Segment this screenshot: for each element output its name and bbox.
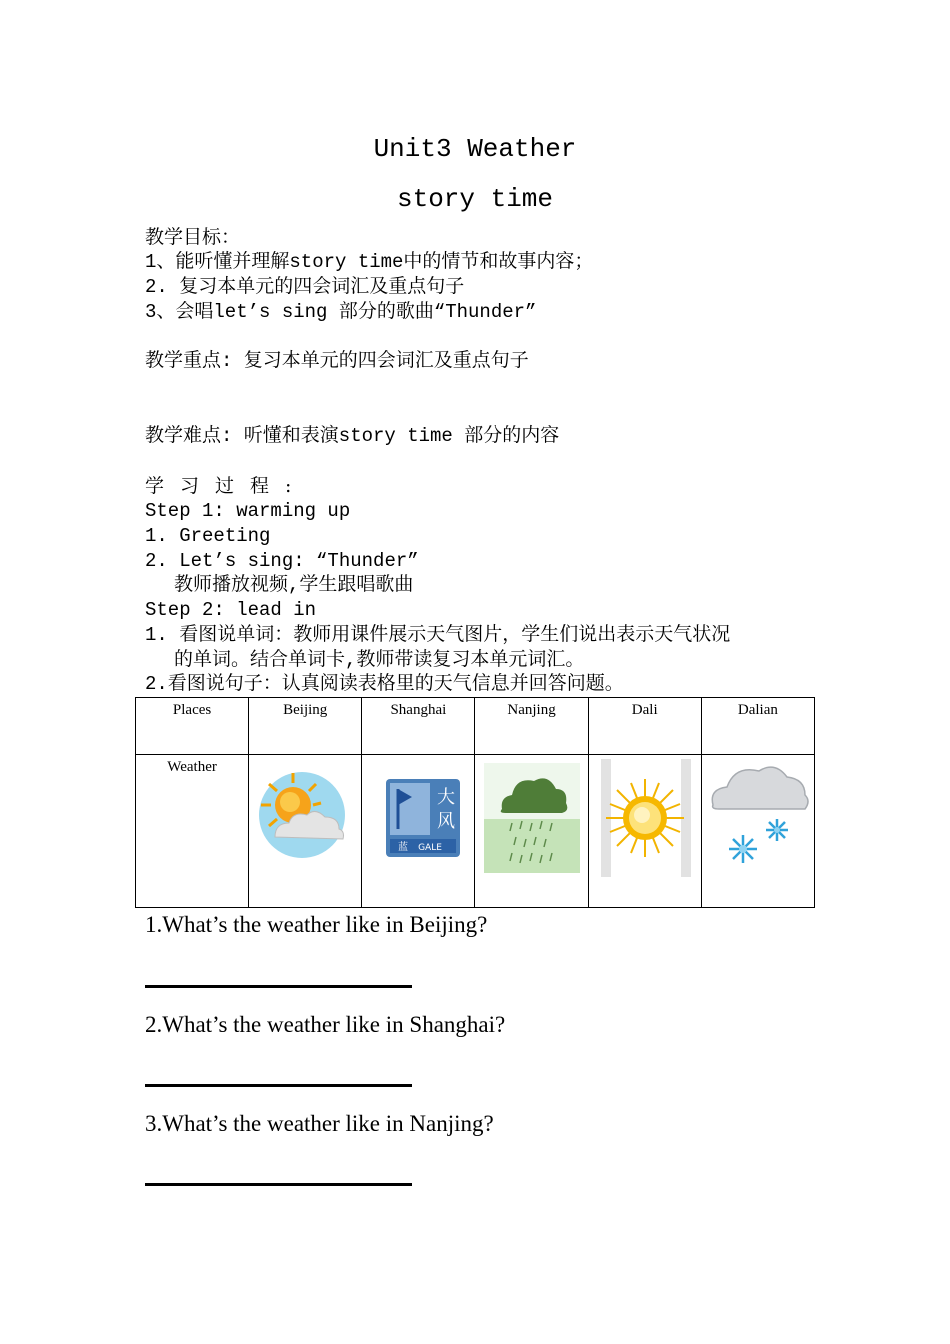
step-heading: Step 2: lead in [145, 599, 317, 621]
process-heading: 学习过程: [145, 475, 308, 497]
gale-wind-text: 风 [437, 811, 456, 832]
table-cell-weather [588, 755, 701, 908]
step-item: 1. Greeting [145, 525, 271, 547]
step-item: 的单词。结合单词卡,教师带读复习本单元词汇。 [174, 649, 585, 671]
sun-icon [595, 759, 695, 897]
rain-cloud-icon [482, 759, 582, 897]
sun-cloud-icon [255, 759, 355, 897]
table-cell-place: Nanjing [475, 698, 588, 755]
objective-item: 1、能听懂并理解story time中的情节和故事内容； [145, 251, 594, 273]
gale-warning-icon [368, 759, 468, 897]
answer-blank-1[interactable] [145, 985, 412, 988]
table-row [136, 698, 815, 755]
snow-cloud-icon [705, 759, 811, 897]
gale-blue-text: 蓝 [398, 842, 409, 853]
table-cell-place: Dalian [701, 698, 814, 755]
table-cell-place: Shanghai [362, 698, 475, 755]
table-cell-weather [701, 755, 814, 908]
objectives-heading: 教学目标： [145, 226, 241, 248]
page-title: Unit3 Weather [373, 134, 577, 164]
step-item: 2.看图说句子：认真阅读表格里的天气信息并回答问题。 [145, 673, 624, 695]
question-1: 1.What’s the weather like in Beijing? [145, 912, 488, 937]
difficulty: 教学难点: 听懂和表演story time 部分的内容 [145, 425, 560, 447]
step-item: 教师播放视频,学生跟唱歌曲 [174, 574, 414, 596]
step-item: 1. 看图说单词：教师用课件展示天气图片，学生们说出表示天气状况 [145, 624, 731, 646]
question-2: 2.What’s the weather like in Shanghai? [145, 1012, 506, 1037]
question-3: 3.What’s the weather like in Nanjing? [145, 1111, 494, 1136]
answer-blank-2[interactable] [145, 1084, 412, 1087]
table-cell-place: Dali [588, 698, 701, 755]
weather-table [135, 697, 815, 908]
page-subtitle: story time [396, 184, 554, 214]
step-item: 2. Let’s sing: “Thunder” [145, 550, 419, 572]
answer-blank-3[interactable] [145, 1183, 412, 1186]
objective-item: 3、会唱let’s sing 部分的歌曲“Thunder” [145, 301, 537, 323]
key-point: 教学重点: 复习本单元的四会词汇及重点句子 [145, 350, 529, 372]
gale-label-text: GALE [418, 843, 443, 853]
table-cell-weather [362, 755, 475, 908]
step-heading: Step 1: warming up [145, 500, 351, 522]
gale-big-text: 大 [437, 787, 456, 808]
table-cell-place: Beijing [249, 698, 362, 755]
table-cell-weather [475, 755, 588, 908]
objective-item: 2. 复习本单元的四会词汇及重点句子 [145, 276, 465, 298]
table-cell-weather [249, 755, 362, 908]
table-cell-weather-label [136, 755, 249, 908]
table-cell-places-label: Places [136, 698, 249, 755]
table-row [136, 755, 815, 908]
weather-label: Weather [167, 759, 217, 775]
